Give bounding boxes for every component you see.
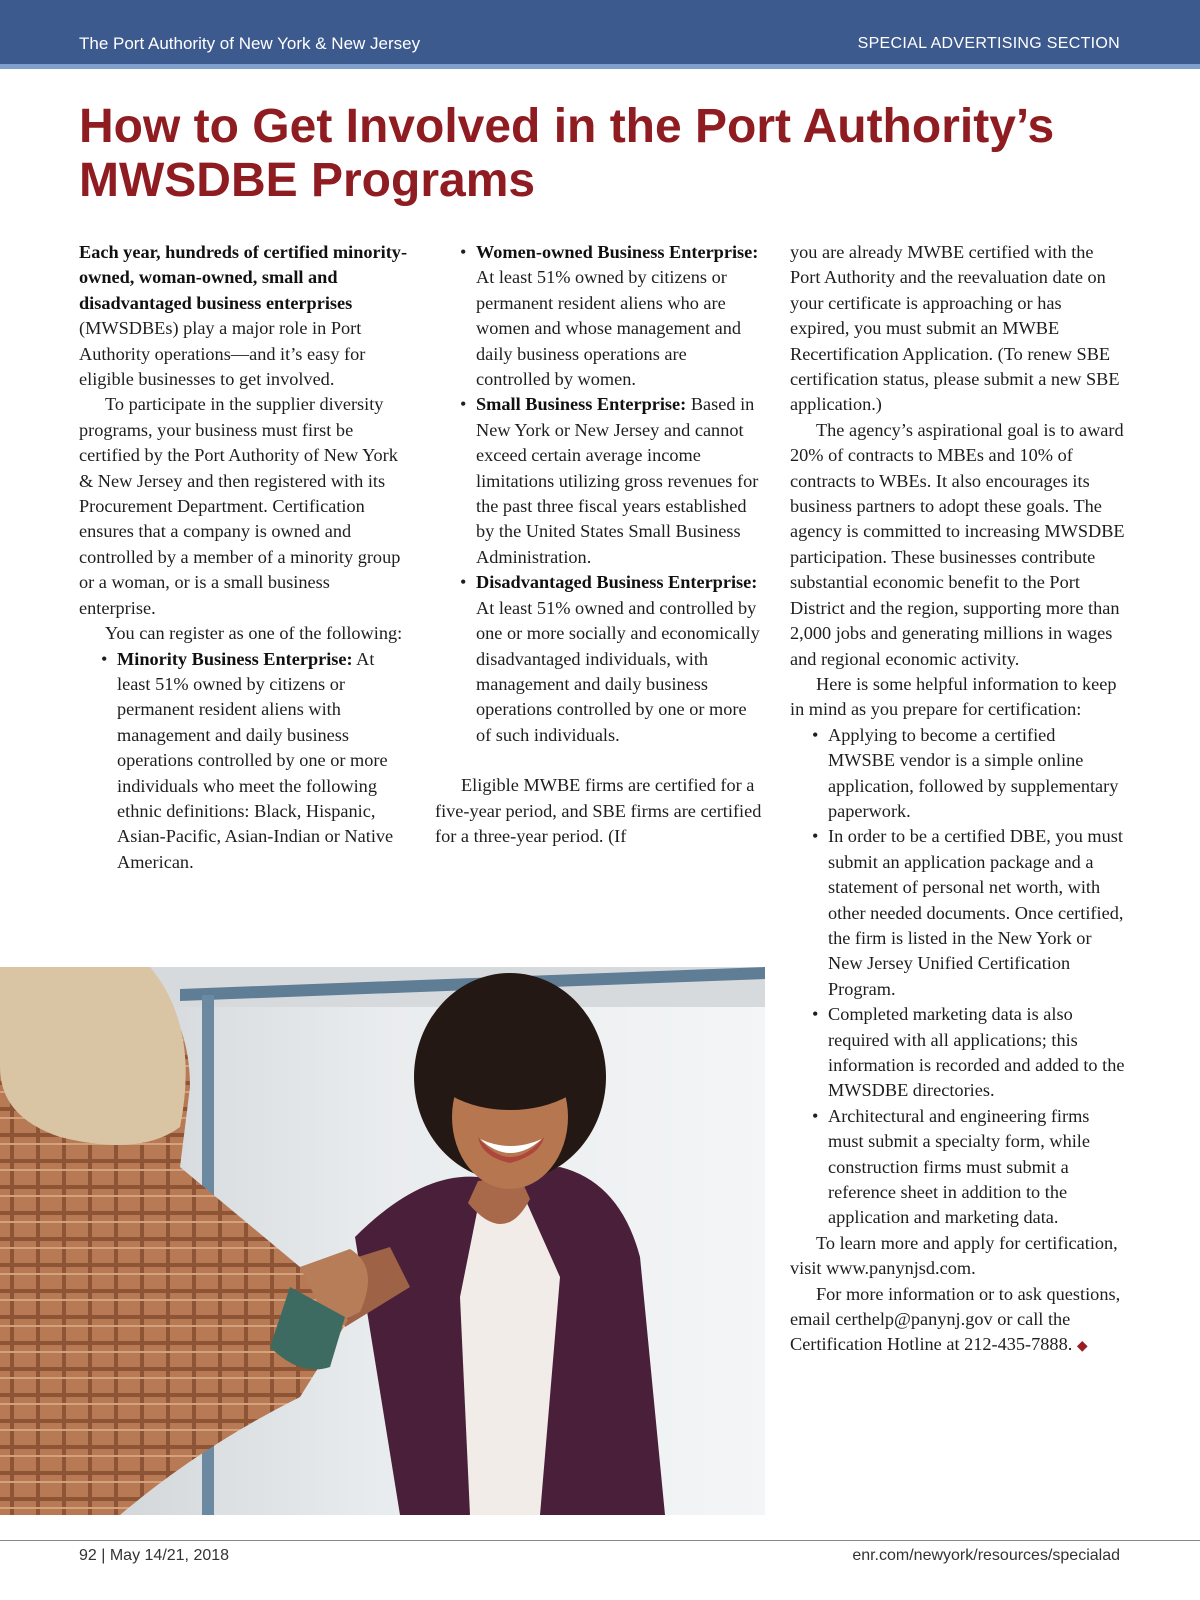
bullet-mbe [101, 647, 409, 876]
tip-text: Architectural and engineering firms must submit a specialty form, while construction firms must submit a reference sheet in addition to the application and marketing data. [828, 1105, 1090, 1228]
tip-text: Applying to become a certified MWSBE vendor is a simple online application, followed by supplementary paperwork. [828, 724, 1119, 821]
title-line-1: How to Get Involved in the Port Authority’s [79, 100, 1055, 153]
goal-paragraph: The agency’s aspirational goal is to award 20% of contracts to MBEs and 10% of contracts to WBEs. It also encourages its business partners to adopt these goals. The agency is committed to increasing MWSDBE participation. These businesses contribute substantial economic benefit to the Port District and the region, supporting more than 2,000 jobs and generating millions in wages and regional economic activity. [790, 419, 1125, 669]
mbe-term: Minority Business Enterprise: [117, 648, 353, 669]
handshake-illustration [0, 967, 765, 1515]
footer-rule [0, 1540, 1200, 1541]
wbe-text: At least 51% owned by citizens or permanent resident aliens who are women and whose management and daily business operations are controlled by women. [476, 267, 741, 390]
tip-bullet [812, 824, 1125, 1002]
certification-paragraph: To participate in the supplier diversity programs, your business must first be certified by the Port Authority of New York & New Jersey and then registered with its Procurement Department. Certification ensures that a company is owned and controlled by a member of a minority group or a woman, or is a small business enterprise. [79, 394, 401, 618]
bullet-wbe [460, 240, 765, 392]
bullet-dot: • [812, 1105, 819, 1126]
bullet-dot: • [460, 572, 467, 593]
bullet-dot: • [812, 1004, 819, 1025]
column-3 [790, 240, 1125, 1360]
intro-paragraph [79, 240, 409, 392]
eligible-paragraph: Eligible MWBE firms are certified for a five-year period, and SBE firms are certified for a three-year period. (If [435, 775, 762, 846]
register-paragraph: You can register as one of the following: [105, 623, 403, 644]
recertification-paragraph: you are already MWBE certified with the Port Authority and the reevaluation date on your certificate is approaching or has expired, you must submit an MWBE Recertification Application. (To renew SBE certification status, please submit a new SBE application.) [790, 242, 1120, 415]
contact-text: For more information or to ask questions, email certhelp@panynj.gov or call the Certification Hotline at 212-435-7888. [790, 1283, 1121, 1355]
dbe-term: Disadvantaged Business Enterprise: [476, 572, 758, 593]
wbe-term: Women-owned Business Enterprise: [476, 242, 759, 262]
bullet-dot: • [460, 242, 467, 262]
publication-name: The Port Authority of New York & New Jersey [79, 34, 421, 53]
column-1 [79, 240, 409, 875]
intro-rest: (MWSDBEs) play a major role in Port Authority operations—and it’s easy for eligible businesses to get involved. [79, 318, 366, 390]
mbe-text: At least 51% owned by citizens or permanent resident aliens with management and daily business operations controlled by one or more individuals who meet the following ethnic definitions: Black, Hispanic, Asian-Pacific, Asian-Indian or Native American. [117, 648, 394, 872]
header-bar [0, 0, 1200, 64]
learn-more-paragraph: To learn more and apply for certification, visit www.panynjsd.com. [790, 1232, 1118, 1279]
footer-url: enr.com/newyork/resources/specialad [852, 1547, 1120, 1564]
bullet-dot: • [812, 724, 819, 745]
sbe-term: Small Business Enterprise: [476, 394, 687, 415]
title-line-2: MWSDBE Programs [79, 154, 536, 207]
header-stripe [0, 64, 1200, 69]
tip-text: Completed marketing data is also required with all applications; this information is recorded and added to the MWSDBE directories. [828, 1004, 1125, 1101]
bullet-dot: • [460, 394, 467, 415]
column-2 [435, 240, 765, 849]
end-mark-icon: ◆ [1076, 1339, 1088, 1355]
intro-bold: Each year, hundreds of certified minority-owned, woman-owned, small and disadvantaged business enterprises [79, 242, 408, 313]
bullet-dot: • [812, 826, 819, 847]
paragraph-gap [435, 748, 765, 773]
bullet-dbe [460, 570, 765, 748]
tip-bullet [812, 1002, 1125, 1104]
dbe-text: At least 51% owned and controlled by one or more socially and economically disadvantaged individuals, with management and daily business operations controlled by one or more of such individuals. [476, 597, 760, 745]
section-label: SPECIAL ADVERTISING SECTION [857, 35, 1120, 52]
tip-bullet [812, 723, 1125, 825]
helpful-info-paragraph: Here is some helpful information to keep in mind as you prepare for certification: [790, 673, 1117, 720]
article-title [79, 100, 1139, 208]
sbe-text: Based in New York or New Jersey and cannot exceed certain average income limitations utilizing gross revenues for the past three fiscal years established by the United States Small Business Administration. [476, 394, 759, 567]
handshake-photo [0, 967, 765, 1515]
tip-bullet [812, 1104, 1125, 1231]
bullet-sbe [460, 392, 765, 570]
page-number-date: 92 | May 14/21, 2018 [79, 1547, 230, 1564]
bullet-dot: • [101, 648, 108, 669]
tip-text: In order to be a certified DBE, you must submit an application package and a statement of personal net worth, with other needed documents. Once certified, the firm is listed in the New York or New Jersey Unified Certification Program. [828, 826, 1124, 999]
contact-paragraph [790, 1282, 1125, 1360]
